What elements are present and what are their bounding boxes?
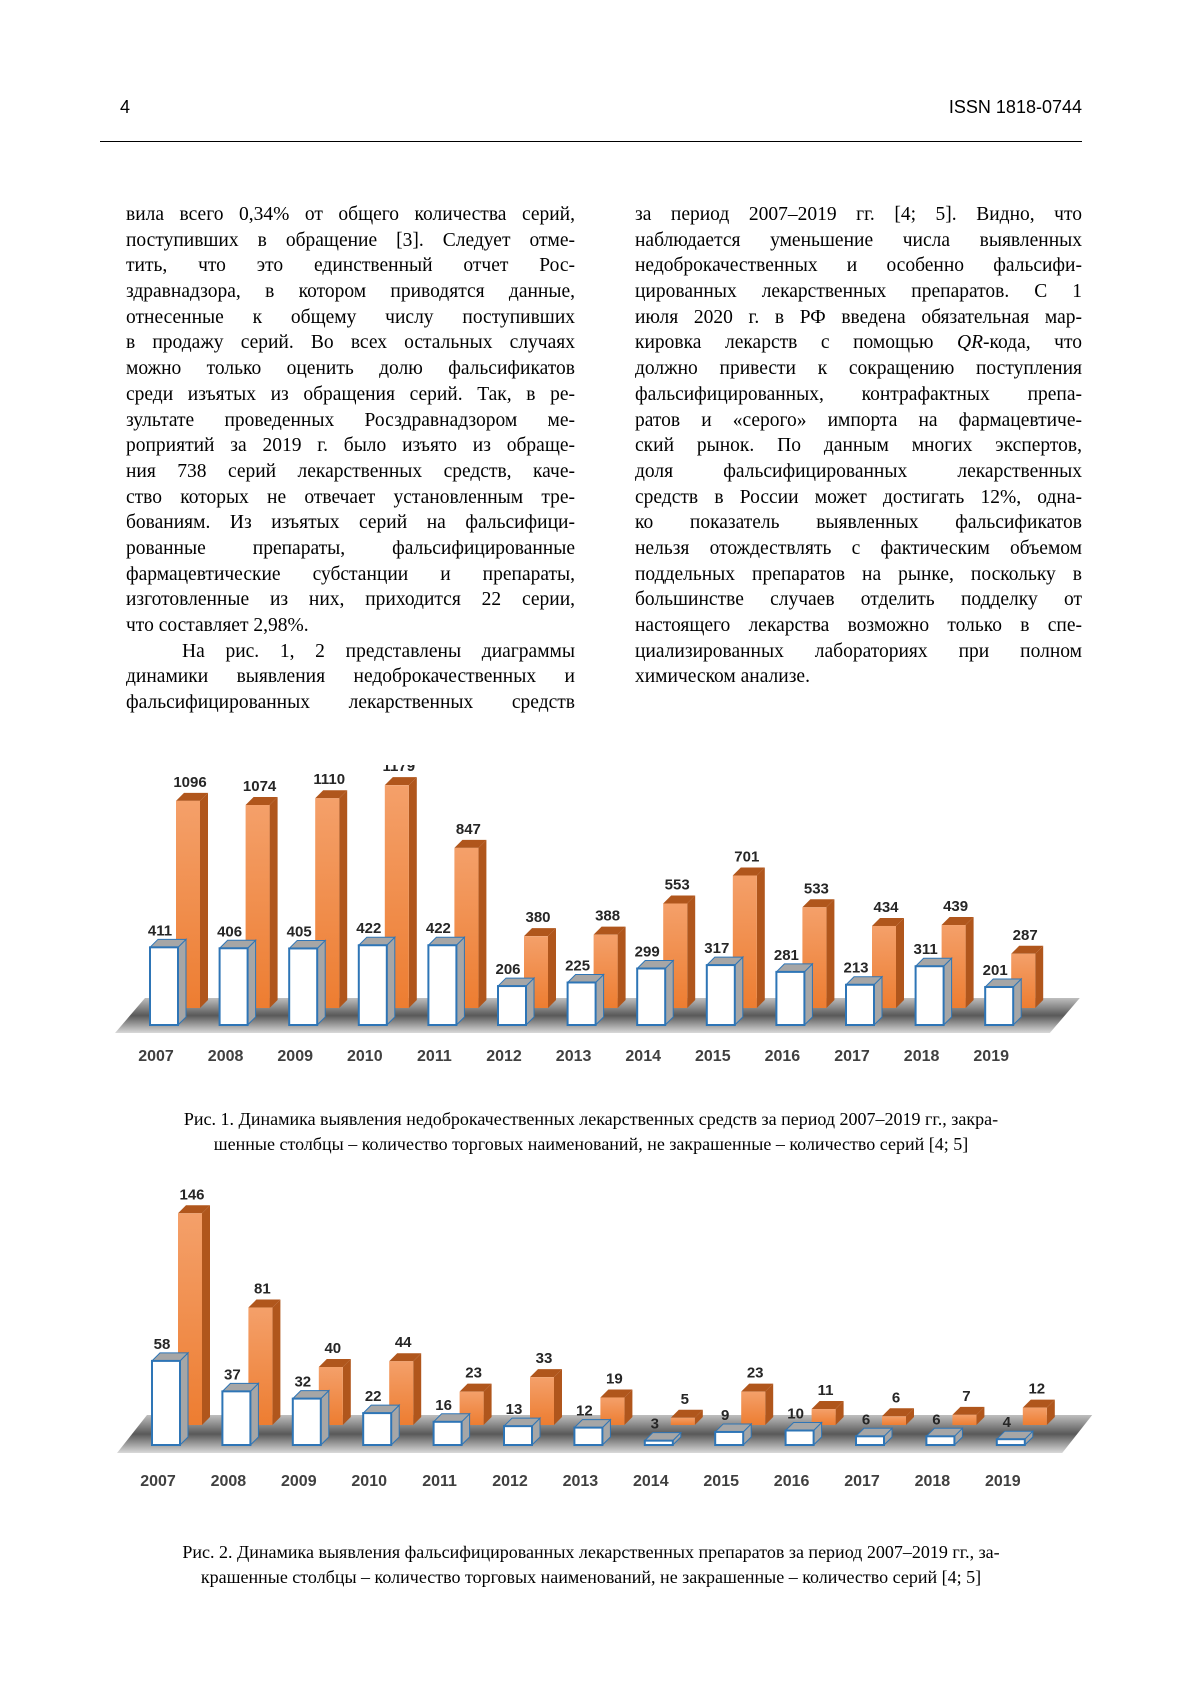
bar-front [916,966,944,1025]
data-label-white: 10 [787,1406,804,1423]
header-rule [100,141,1082,142]
text-line: динамики выявления недоброкачественных и [126,664,575,690]
text-line: зультате проведенных Росздравнадзором ме- [126,408,575,434]
text-line: за период 2007–2019 гг. [4; 5]. Видно, что [635,202,1082,228]
year-label: 2012 [492,1473,528,1490]
data-label-white: 406 [217,923,242,940]
bar-side [665,960,673,1025]
year-label: 2008 [208,1048,244,1065]
year-label: 2017 [834,1048,870,1065]
text-column-right [635,202,1082,690]
bar-side [248,940,256,1025]
year-label: 2018 [915,1473,951,1490]
text-line: На рис. 1, 2 представлены диаграммы [126,639,575,665]
white-bar [715,1424,751,1445]
text-line: июля 2020 г. в РФ введена обязательная мар- [635,305,1082,331]
bar-front [715,1432,743,1445]
bar-front [776,972,804,1025]
bar-front [707,965,735,1025]
bar-side [178,939,186,1025]
white-bar [985,979,1021,1025]
bar-side [413,1353,421,1425]
text-line: ский рынок. По данным многих экспертов, [635,433,1082,459]
text-line: большинстве случаев отделить подделку от [635,587,1082,613]
bar-front [289,948,317,1025]
data-label-orange: 1179 [383,765,416,775]
white-bar [707,957,743,1025]
data-label-orange: 533 [804,880,829,897]
data-label-orange: 12 [1028,1381,1045,1398]
text-line: ния 738 серий лекарственных средств, каче- [126,459,575,485]
bar-front [952,1415,976,1425]
white-bar [997,1431,1033,1445]
data-label-orange: 146 [179,1186,204,1203]
page-number: 4 [120,97,130,118]
text-line: роприятий за 2019 г. было изъято из обраще- [126,433,575,459]
white-bar [856,1428,892,1445]
bar-front [882,1416,906,1425]
bar-side [200,793,208,1008]
figure-1-caption [100,1107,1082,1156]
bar-front [741,1392,765,1425]
text-line: тить, что это единственный отчет Рос- [126,253,575,279]
orange-bar [530,1369,562,1425]
data-label-white: 37 [224,1366,241,1383]
data-label-orange: 847 [456,821,481,838]
bar-side [554,1369,562,1425]
bar-front [359,945,387,1025]
year-label: 2017 [844,1473,880,1490]
white-bar [637,960,673,1025]
data-label-white: 3 [651,1416,659,1433]
caption-line: шенные столбцы – количество торговых наименований, не закрашенные – количество серий [4; 5] [100,1132,1082,1157]
text-line: рованные препараты, фальсифицированные [126,536,575,562]
text-column-left [126,202,575,716]
data-label-orange: 287 [1013,927,1038,944]
data-label-orange: 5 [681,1391,689,1408]
year-label: 2015 [695,1048,731,1065]
bar-side [317,940,325,1025]
data-label-orange: 40 [324,1340,341,1357]
bar-front [293,1399,321,1445]
bar-front [498,986,526,1025]
bar-side [180,1353,188,1445]
data-label-white: 22 [365,1388,382,1405]
year-label: 2009 [281,1473,317,1490]
bar-side [944,958,952,1025]
data-label-orange: 81 [254,1281,271,1298]
data-label-white: 206 [495,961,520,978]
white-bar [152,1353,188,1445]
text-line: вила всего 0,34% от общего количества серий, [126,202,575,228]
bar-front [568,982,596,1025]
white-bar [289,940,325,1025]
bar-front [434,1422,462,1445]
data-label-white: 32 [294,1374,311,1391]
year-label: 2011 [422,1473,457,1490]
white-bar [363,1405,399,1445]
data-label-orange: 1074 [243,778,277,795]
bar-front [645,1441,673,1445]
caption-line: Рис. 1. Динамика выявления недоброкачественных лекарственных средств за период 2007–2019 гг., закра- [100,1107,1082,1132]
data-label-white: 405 [287,923,312,940]
bar-side [966,917,974,1008]
bar-front [856,1436,884,1445]
white-bar [846,977,882,1025]
data-label-white: 58 [154,1336,171,1353]
bar-side [387,937,395,1025]
text-line: в продажу серий. Во всех остальных случаях [126,330,575,356]
data-label-white: 317 [704,940,729,957]
text-line: недоброкачественных и особенно фальсифи- [635,253,1082,279]
year-label: 2007 [138,1048,174,1065]
year-label: 2014 [625,1048,661,1065]
bar-front [220,948,248,1025]
white-bar [568,974,604,1025]
bar-front [150,947,178,1025]
year-label: 2019 [985,1473,1021,1490]
text-line: отнесенные к общему числу поступивших [126,305,575,331]
text-line: наблюдается уменьшение числа выявленных [635,228,1082,254]
bar-side [321,1391,329,1445]
text-line: циализированных лабораториях при полном [635,639,1082,665]
text-line: средств в России может достигать 12%, одна- [635,485,1082,511]
text-line: ство которых не отвечает установленным тре- [126,485,575,511]
year-label: 2010 [347,1048,383,1065]
bar-front [428,945,456,1025]
bar-side [409,777,417,1008]
year-label: 2014 [633,1473,669,1490]
text-line: фармацевтические субстанции и препараты, [126,562,575,588]
data-label-white: 299 [635,943,660,960]
data-label-white: 225 [565,957,590,974]
data-label-orange: 380 [525,909,550,926]
data-label-orange: 439 [943,898,968,915]
text-line: цированных лекарственных препаратов. С 1 [635,279,1082,305]
data-label-orange: 6 [892,1389,900,1406]
text-line: доля фальсифицированных лекарственных [635,459,1082,485]
white-bar [926,1428,962,1445]
bar-front [504,1426,532,1445]
text-line: изготовленные из них, приходится 22 серии, [126,587,575,613]
bar-side [548,928,556,1008]
data-label-orange: 701 [734,849,759,866]
bar-side [757,868,765,1008]
bar-side [456,937,464,1025]
white-bar [220,940,256,1025]
bar-front [671,1418,695,1425]
white-bar [574,1420,610,1445]
text-line: нельзя отождествлять с фактическим объемом [635,536,1082,562]
year-label: 2009 [277,1048,313,1065]
text-line: химическом анализе. [635,664,1082,690]
data-label-white: 12 [576,1403,593,1420]
bar-front [1023,1408,1047,1425]
bar-front [846,985,874,1025]
bar-side [596,974,604,1025]
text-line: настоящего лекарства возможно только в спе- [635,613,1082,639]
white-bar [916,958,952,1025]
white-bar [776,964,812,1025]
bar-front [786,1431,814,1446]
text-line: бованиям. Из изъятых серий на фальсифици- [126,510,575,536]
bar-front [997,1439,1025,1445]
white-bar [434,1414,470,1445]
figure-2-caption [100,1540,1082,1589]
text-line: можно только оценить долю фальсификатов [126,356,575,382]
orange-bar [1023,1400,1055,1425]
data-label-orange: 44 [395,1334,412,1351]
year-label: 2008 [211,1473,247,1490]
figure-2-chart [0,1185,1200,1505]
text-line: здравнадзора, в котором приводятся данные, [126,279,575,305]
white-bar [150,939,186,1025]
bar-side [343,1359,351,1425]
data-label-orange: 23 [747,1365,764,1382]
data-label-orange: 388 [595,908,620,925]
white-bar [293,1391,329,1445]
data-label-white: 13 [506,1401,523,1418]
bar-front [363,1413,391,1445]
text-line: кировка лекарств с помощью QR-кода, что [635,330,1082,356]
text-line: фальсифицированных, контрафактных препа- [635,382,1082,408]
year-label: 2012 [486,1048,522,1065]
year-label: 2013 [563,1473,599,1490]
year-label: 2016 [774,1473,810,1490]
data-label-orange: 434 [873,899,899,916]
bar-side [478,840,486,1008]
data-label-white: 281 [774,947,799,964]
text-line: должно привести к сокращению поступления [635,356,1082,382]
data-label-white: 422 [426,920,451,937]
orange-bar [741,1384,773,1425]
data-label-white: 6 [862,1411,870,1428]
bar-side [687,895,695,1008]
bar-side [339,790,347,1008]
text-line: ко показатель выявленных фальсификатов [635,510,1082,536]
bar-side [896,918,904,1008]
bar-side [272,1300,280,1425]
bar-front [152,1361,180,1445]
figure-1-chart [0,765,1200,1085]
text-line: фальсифицированных лекарственных средств [126,690,575,716]
data-label-orange: 553 [665,876,690,893]
caption-line: Рис. 2. Динамика выявления фальсифицированных лекарственных препаратов за период 2007–2019 гг., за- [100,1540,1082,1565]
data-label-orange: 1096 [173,774,206,791]
data-label-orange: 19 [606,1370,623,1387]
data-label-white: 411 [148,922,172,939]
data-label-white: 9 [721,1407,729,1424]
data-label-orange: 11 [818,1382,834,1399]
white-bar [498,978,534,1025]
data-label-white: 201 [983,962,1008,979]
white-bar [222,1383,258,1445]
issn-label: ISSN 1818-0744 [949,97,1082,118]
year-label: 2015 [703,1473,739,1490]
bar-side [618,927,626,1008]
year-label: 2010 [351,1473,387,1490]
year-label: 2019 [973,1048,1009,1065]
text-line: поступивших в обращение [3]. Следует отме- [126,228,575,254]
white-bar [359,937,395,1025]
white-bar [428,937,464,1025]
text-line: ратов и «серого» импорта на фармацевтиче- [635,408,1082,434]
bar-side [826,899,834,1008]
bar-side [804,964,812,1025]
year-label: 2018 [904,1048,940,1065]
year-label: 2016 [765,1048,801,1065]
text-line: что составляет 2,98%. [126,613,575,639]
data-label-white: 422 [356,920,381,937]
caption-line: крашенные столбцы – количество торговых наименований, не закрашенные – количество серий [4; 5] [100,1565,1082,1590]
bar-front [926,1436,954,1445]
data-label-white: 311 [913,941,937,958]
data-label-orange: 1110 [313,771,345,788]
data-label-orange: 33 [536,1350,553,1367]
bar-side [735,957,743,1025]
bar-front [222,1391,250,1445]
white-bar [786,1423,822,1446]
data-label-white: 6 [932,1411,940,1428]
bar-side [202,1205,210,1425]
year-label: 2011 [417,1048,452,1065]
bar-side [270,797,278,1008]
orange-bar [812,1401,844,1425]
bar-side [250,1383,258,1445]
data-label-orange: 23 [465,1365,482,1382]
data-label-orange: 7 [962,1388,970,1405]
text-line: поддельных препаратов на рынке, поскольку в [635,562,1082,588]
text-line: среди изъятых из обращения серий. Так, в ре- [126,382,575,408]
bar-front [637,968,665,1025]
year-label: 2007 [140,1473,176,1490]
bar-front [574,1428,602,1445]
bar-front [985,987,1013,1025]
data-label-white: 213 [843,960,868,977]
bar-side [1035,946,1043,1008]
white-bar [504,1418,540,1445]
data-label-white: 4 [1003,1414,1012,1431]
data-label-white: 16 [435,1397,452,1414]
year-label: 2013 [556,1048,592,1065]
